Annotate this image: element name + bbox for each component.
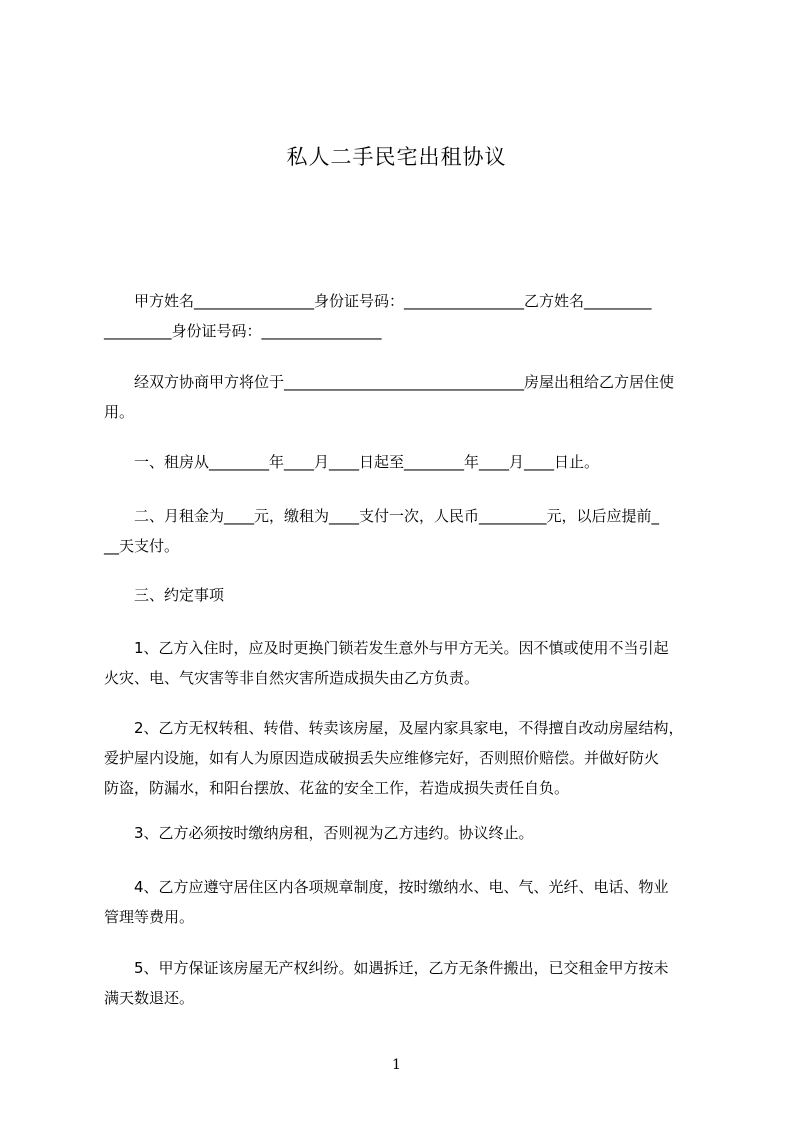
term-3-paragraph xyxy=(104,818,716,848)
monthly-rent-paragraph xyxy=(104,501,716,561)
page-number: 1 xyxy=(392,1057,401,1073)
text-line: __天支付。 xyxy=(104,537,180,555)
text-line: 3、乙方必须按时缴纳房租，否则视为乙方违约。协议终止。 xyxy=(104,824,534,842)
term-1-paragraph xyxy=(104,633,716,693)
text-line: 防盗，防漏水，和阳台摆放、花盆的安全工作，若造成损失责任自负。 xyxy=(104,779,570,797)
text-line: 4、乙方应遵守居住区内各项规章制度，按时缴纳水、电、气、光纤、电话、物业 xyxy=(104,878,669,896)
term-5-paragraph xyxy=(104,953,716,1013)
term-4-paragraph xyxy=(104,872,716,932)
text-line: 三、约定事项 xyxy=(104,586,225,604)
text-line: 管理等费用。 xyxy=(104,908,195,926)
text-line: 2、乙方无权转租、转借、转卖该房屋，及屋内家具家电，不得擅自改动房屋结构， xyxy=(104,719,684,737)
text-line: 火灾、电、气灾害等非自然灾害所造成损失由乙方负责。 xyxy=(104,669,480,687)
term-2-paragraph xyxy=(104,713,716,803)
document-title: 私人二手民宅出租协议 xyxy=(286,145,507,169)
text-line: 5、甲方保证该房屋无产权纠纷。如遇拆迁，乙方无条件搬出，已交租金甲方按未 xyxy=(104,959,669,977)
party-info-paragraph xyxy=(104,286,716,346)
text-line: 爱护屋内设施，如有人为原因造成破损丢失应维修完好，否则照价赔偿。并做好防火 xyxy=(104,749,660,767)
text-line: 二、月租金为____元，缴租为____支付一次，人民币_________元，以后应提前_ xyxy=(104,507,660,525)
text-line: 甲方姓名________________身份证号码：________________乙方姓名_________ xyxy=(104,292,652,310)
text-line: 一、租房从________年____月____日起至________年____月____日止。 xyxy=(104,453,600,471)
lease-period-paragraph xyxy=(104,447,716,477)
text-line: _________身份证号码：________________ xyxy=(104,322,382,340)
property-location-paragraph xyxy=(104,367,716,427)
section-terms-heading xyxy=(104,580,716,610)
text-line: 用。 xyxy=(104,403,135,421)
text-line: 经双方协商甲方将位于________________________________房屋出租给乙方居住使 xyxy=(104,373,675,391)
text-line: 1、乙方入住时，应及时更换门锁若发生意外与甲方无关。因不慎或使用不当引起 xyxy=(104,639,669,657)
text-line: 满天数退还。 xyxy=(104,989,195,1007)
